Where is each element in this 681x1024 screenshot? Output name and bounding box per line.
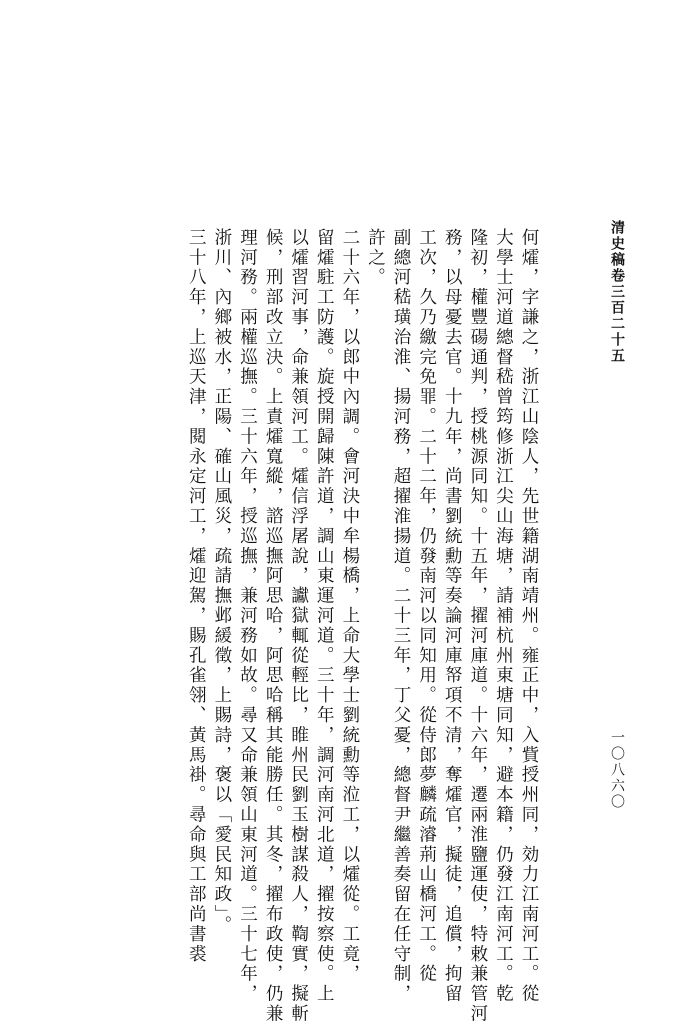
page-number: 一〇八六〇: [609, 730, 625, 810]
paragraph-1: 何㸌，字謙之，浙江山陰人，先世籍湖南靖州。雍正中，入貲授州同，効力江南河工。從 大學士河道總督嵇曾筠修浙江尖山海塘，請補杭州東塘同知，避本籍，仍發江南河工。乾 隆初，權豐碭通判，授桃源同知。十五年，擢河庫道。十六年，遷兩淮鹽運使，特敕兼管河 務，以母憂去官。十九年，尚書劉統勳等奏論河庫帑項不清，奪㸌官，擬徒，追償，拘留 工次，久乃繳完免罪。二十二年，仍發南河以同知用。從侍郎夢麟疏濬荊山橋河工。從 副總河嵇璜治淮、揚河務，超擢淮揚道。二十三年，丁父憂，總督尹繼善奏留在任守制， 許之。: [365, 228, 539, 1024]
body-text: [81, 228, 541, 1024]
running-title: 清史稿卷三百二十五: [609, 220, 625, 364]
paragraph-2: 二十六年，以郎中內調。會河決中牟楊橋，上命大學士劉統勳等涖工，以㸌從。工竟， 留㸌駐工防護。旋授開歸陳許道，調山東運河道。三十年，調河南河北道，擢按察使。上 以㸌習河事，命兼領河工。㸌信浮屠說，讞獄輒從輕比，睢州民劉玉樹謀殺人，鞫實，擬斬 候，刑部改立決。上責㸌寬縱，諮巡撫阿思哈，阿思哈稱其能勝任。其冬，擢布政使，仍兼 理河務。兩權巡撫。三十六年，授巡撫，兼河務如故。尋又命兼領山東河道。三十七年， 浙川、內鄉被水，正陽、確山風災，疏請撫邺緩徵，上賜詩，褒以「愛民知政」。 三十八年，上巡天津，閱永定河工，㸌迎駕，賜孔雀翎、黃馬褂。尋命與工部尚書裘: [186, 228, 360, 1024]
